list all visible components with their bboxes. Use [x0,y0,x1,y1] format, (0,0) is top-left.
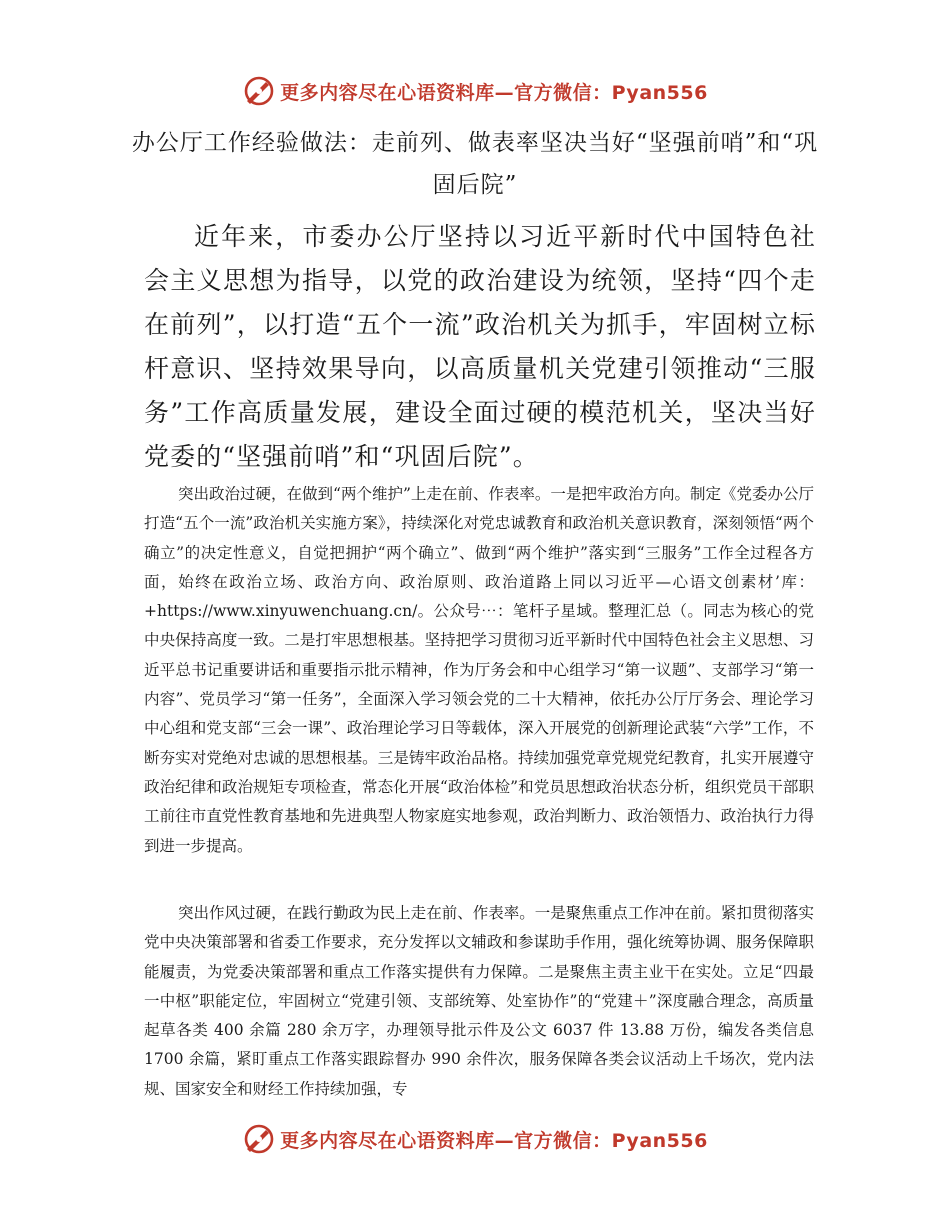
lead-paragraph: 近年来，市委办公厅坚持以习近平新时代中国特色社会主义思想为指导，以党的政治建设为统领，坚持“四个走在前列”，以打造“五个一流”政治机关为抓手，牢固树立标杆意识、坚持效果导向，以高质量机关党建引领推动“三服务”工作高质量发展，建设全面过硬的模范机关，坚决当好党委的“坚强前哨”和“巩固后院”。 [144,222,816,471]
pen-logo-icon [242,74,276,108]
body-paragraph: 突出作风过硬，在践行勤政为民上走在前、作表率。一是聚焦重点工作冲在前。紧扣贯彻落实党中央决策部署和省委工作要求，充分发挥以文辅政和参谋助手作用，强化统筹协调、服务保障职能履责，为党委决策部署和重点工作落实提供有力保障。二是聚焦主责主业干在实处。立足“四最一中枢”职能定位，牢固树立“党建引领、支部统筹、处室协作”的“党建＋”深度融合理念，高质量起草各类 400 余篇 280 余万字，办理领导批示件及公文 6037 件 13.88 万份，编发各类信息 1700 余篇，紧盯重点工作落实跟踪督办 990 余件次，服务保障各类会议活动上千场次，党内法规、国家安全和财经工作持续加强，专 [144,904,814,1098]
watermark-text: 更多内容尽在心语资料库—官方微信：Pyan556 [280,81,708,104]
watermark-text: 更多内容尽在心语资料库—官方微信：Pyan556 [280,1129,708,1152]
document-title: 办公厅工作经验做法：走前列、做表率坚决当好“坚强前哨”和“巩固后院” [131,130,819,198]
watermark-banner-bottom [0,1119,950,1159]
watermark-banner-top [0,71,950,111]
body-paragraph: 突出政治过硬，在做到“两个维护”上走在前、作表率。一是把牢政治方向。制定《党委办公厅打造“五个一流”政治机关实施方案》，持续深化对党忠诚教育和政治机关意识教育，深刻领悟“两个确立”的决定性意义，自觉把拥护“两个确立”、做到“两个维护”落实到“三服务”工作全过程各方面，始终在政治立场、政治方向、政治原则、政治道路上同以习近平—心语文创素材’库：+https://www.xinyuwenchuang.cn/。公众号⋯：笔杆子星域。整理汇总（。同志为核心的党中央保持高度一致。二是打牢思想根基。坚持把学习贯彻习近平新时代中国特色社会主义思想、习近平总书记重要讲话和重要指示批示精神，作为厅务会和中心组学习“第一议题”、支部学习“第一内容”、党员学习“第一任务”，全面深入学习领会党的二十大精神，依托办公厅厅务会、理论学习中心组和党支部“三会一课”、政治理论学习日等载体，深入开展党的创新理论武装“六学”工作，不断夯实对党绝对忠诚的思想根基。三是铸牢政治品格。持续加强党章党规党纪教育，扎实开展遵守政治纪律和政治规矩专项检查，常态化开展“政治体检”和党员思想政治状态分析，组织党员干部职工前往市直党性教育基地和先进典型人物家庭实地参观，政治判断力、政治领悟力、政治执行力得到进一步提高。 [144,485,814,855]
pen-logo-icon [242,1122,276,1156]
